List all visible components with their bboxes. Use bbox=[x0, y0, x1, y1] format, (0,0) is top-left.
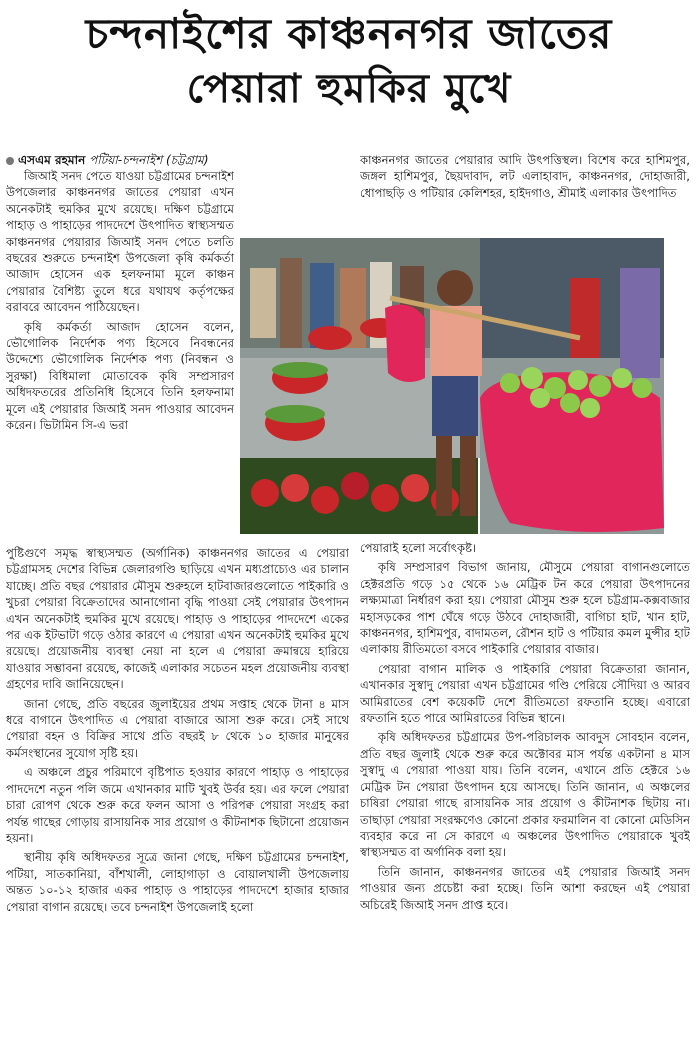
headline bbox=[0, 6, 698, 116]
byline bbox=[6, 152, 349, 168]
paragraph: পুষ্টিগুণে সমৃদ্ধ স্বাস্থ্যসম্মত (অর্গানিক) কাঞ্চননগর জাতের এ পেয়ারা চট্টগ্রামসহ দেশের বিভিন্ন জেলারগণ্ডি ছাড়িয়ে এখন মধ্যপ্রাচ্যেও এর চালান যাচ্ছে। প্রতি বছর পেয়ারার মৌসুম শুরুহলে হাটবাজারগুলোতে পাইকারি ও খুচরা পেয়ারা বিক্রেতাদের আনাগোনা বৃদ্ধি পাওয়া সেই পেয়ারার উৎপাদন এখন অনেকটাই হুমকির মুখে রয়েছে। পাহাড় ও পাহাড়ের পাদদেশে একের পর এক ইটভাটা গড়ে ওঠার কারণে এ পেয়ারা এখন অনেকটাই হুমকির মুখে রয়েছে। প্রয়োজনীয় ব্যবস্থা নেয়া না হলে এ পেয়ারা ক্রমান্বয়ে হারিয়ে যাওয়ার সম্ভাবনা রয়েছে, কাজেই এলাকার সচেতন মহল প্রয়োজনীয় ব্যবস্থা গ্রহণের দাবি জানিয়েছেন। bbox=[6, 546, 349, 692]
paragraph: কৃষি অধিদফতর চট্টগ্রামের উপ-পরিচালক আবদুস সোবহান বলেন, প্রতি বছর জুলাই থেকে শুরু করে অক্টোবর মাস পর্যন্ত একটানা ৪ মাস সুস্বাদু এ পেয়ারা পাওয়া যায়। তিনি বলেন, এখানে প্রতি হেক্টরে ১৬ মেট্রিক টন পেয়ারা উৎপাদন হয়ে আসছে। তিনি জানান, এ অঞ্চলের চাষিরা পেয়ারা গাছে রাসায়নিক সার প্রয়োগ ও কীটনাশক ছিটায় না। তাছাড়া পেয়ারা সংরক্ষণেও কোনো প্রকার ফরমালিন বা কোনো মেডিসিন ব্যবহার করে না সে কারণে এ অঞ্চলের উৎপাদিত পেয়ারাকে খুবই স্বাস্থ্যসম্মত বা অর্গানিক বলা হয়। bbox=[360, 730, 690, 860]
article-column-right-lower bbox=[360, 540, 690, 1040]
headline-line-1: চন্দনাইশের কাঞ্চননগর জাতের bbox=[85, 9, 613, 58]
article-column-left-lower bbox=[6, 545, 349, 1040]
byline-place: পটিয়া-চন্দনাইশ (চট্টগ্রাম) bbox=[89, 153, 209, 167]
byline-author: এসএম রহমান bbox=[18, 153, 86, 167]
paragraph: কৃষি কর্মকর্তা আজাদ হোসেন বলেন, ভৌগোলিক নির্দেশক পণ্য হিসেবে নিবন্ধনের উদ্দেশ্যে ভৌগোলিক নির্দেশক পণ্য (নিবন্ধন ও সুরক্ষা) বিধিমালা মোতাবেক কৃষি সম্প্রসারণ অধিদফতরের প্রতিনিধি হিসেবে তিনি হলফনামা মূলে এই পেয়ারার জিআই সনদ পাওয়ার আবেদন করেন। ভিটামিন সি-এ ভরা bbox=[6, 319, 234, 433]
paragraph: তিনি জানান, কাঞ্চননগর জাতের এই পেয়ারার জিআই সনদ পাওয়ার জন্য প্রচেষ্টা করা হচ্ছে। তিনি আশা করছেন এই পেয়ারা অচিরেই জিআই সনদ প্রাপ্ত হবে। bbox=[360, 864, 690, 912]
headline-line-2: পেয়ারা হুমকির মুখে bbox=[186, 66, 512, 112]
paragraph: পেয়ারা বাগান মালিক ও পাইকারি পেয়ারা বিক্রেতারা জানান, এখানকার সুস্বাদু পেয়ারা এখন চট্টগ্রামের গণ্ডি পেরিয়ে সৌদিয়া ও আরব আমিরাতের বেশ কয়েকটি দেশে রীতিমতো রফতানি হচ্ছে। এবারো রফতানি হতে পারে আমিরাতের বিভিন্ন স্থানে। bbox=[360, 661, 690, 726]
paragraph: কাঞ্চননগর জাতের পেয়ারার আদি উৎপত্তিস্থল। বিশেষ করে হাশিমপুর, জঙ্গল হাশিমপুর, ছৈয়দাবাদ, লট এলাহাবাদ, কাঞ্চননগর, দোহাজারী, ধোপাছড়ি ও পটিয়ার কেলিশহর, হাইদগাও, শ্রীমাই এলাকার উৎপাদিত bbox=[360, 153, 690, 200]
paragraph: স্থানীয় কৃষি অধিদফতর সূত্রে জানা গেছে, দক্ষিণ চট্টগ্রামের চন্দনাইশ, পটিয়া, সাতকানিয়া, বাঁশখালী, লোহাগাড়া ও বোয়ালখালী উপজেলায় অন্তত ১০-১২ হাজার একর পাহাড় ও পাহাড়ের পাদদেশে হাজার হাজার পেয়ারা বাগান রয়েছে। তবে চন্দনাইশ উপজেলাই হলো bbox=[6, 850, 349, 914]
paragraph: পেয়ারাই হলো সর্বোৎকৃষ্ট। bbox=[360, 541, 477, 555]
paragraph: জানা গেছে, প্রতি বছরের জুলাইয়ের প্রথম সপ্তাহ থেকে টানা ৪ মাস ধরে বাগানে উৎপাদিত এ পেয়ারা বাজারে আসা শুরু করে। সেই সাথে পেয়ারা বহন ও বিক্রির সাথে প্রতি বছরই ৮ থেকে ১০ হাজার মানুষের কর্মসংস্থানের সুযোগ সৃষ্টি হয়। bbox=[6, 696, 349, 760]
article-column-right-upper bbox=[360, 152, 690, 237]
paragraph: জিআই সনদ পেতে যাওয়া চট্টগ্রামের চন্দনাইশ উপজেলার কাঞ্চননগর জাতের পেয়ারা এখন অনেকটাই হুমকির মুখে রয়েছে। দক্ষিণ চট্টগ্রামে পাহাড় ও পাহাড়ের পাদদেশে উৎপাদিত স্বাস্থ্যসম্মত কাঞ্চননগর পেয়ারার জিআই সনদ পেতে চলতি বছরের শুরুতে চন্দনাইশ উপজেলা কৃষি কর্মকর্তা আজাদ হোসেন এক হলফনামা মূলে কাঞ্চন পেয়ারার বৈশিষ্ট্য তুলে ধরে যথাযথ কর্তৃপক্ষের বরাবরে আবেদন পাঠিয়েছেন। bbox=[6, 169, 234, 315]
bullet-icon bbox=[6, 157, 14, 165]
paragraph: এ অঞ্চলে প্রচুর পরিমাণে বৃষ্টিপাত হওয়ার কারণে পাহাড় ও পাহাড়ের পাদদেশে নতুন পলি জমে এখানকার মাটি খুবই উর্বর হয়। এর ফলে পেয়ারা চারা রোপণ থেকে শুরু করে ফলন আসা ও পরিপক্ব পেয়ারা সংগ্রহ করা পর্যন্ত গাছের গোড়ায় রাসায়নিক সার প্রয়োগ ও কীটনাশক ছিটানো প্রয়োজন হয়না। bbox=[6, 765, 349, 845]
paragraph: কৃষি সম্প্রসারণ বিভাগ জানায়, মৌসুমে পেয়ারা বাগানগুলোতে হেক্টরপ্রতি গড়ে ১৫ থেকে ১৬ মেট্রিক টন করে পেয়ারা উৎপাদনের লক্ষ্যমাত্রা নির্ধারণ করা হয়। পেয়ারা মৌসুম শুরু হলে চট্টগ্রাম-কক্সবাজার মহাসড়কের পাশ ঘেঁষে গড়ে উঠবে দোহাজারী, বাগিচা হাট, খান হাট, কাঞ্চননগর, হাশিমপুর, বাদামতল, রৌশন হাট ও পটিয়ার কমল মুন্সীর হাট এলাকায় রীতিমতো বসবে পাইকারি পেয়ারার বাজার। bbox=[360, 560, 690, 657]
guava-vendor-photo bbox=[240, 238, 664, 534]
